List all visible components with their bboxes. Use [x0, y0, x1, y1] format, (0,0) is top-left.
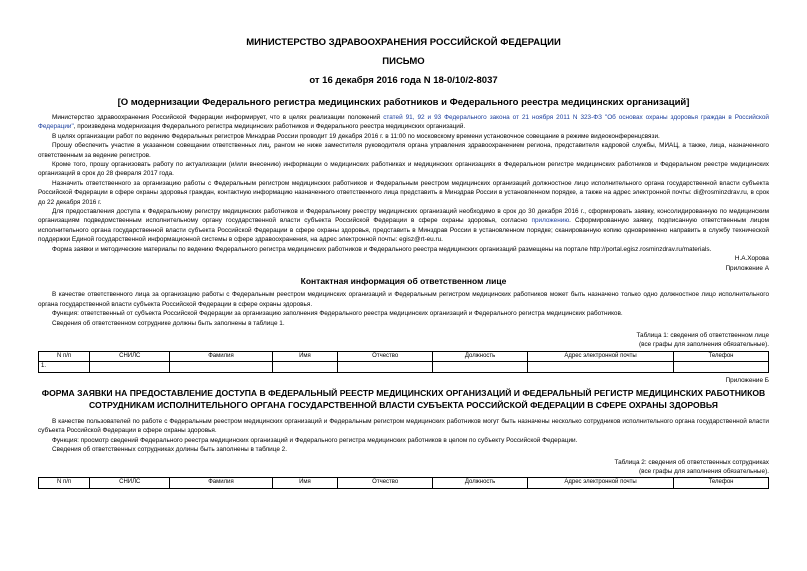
subject-heading: [О модернизации Федерального регистра медицинских работников и Федерального реестра медицинских организаций] — [117, 97, 690, 108]
table-header-cell: Должность — [433, 351, 528, 361]
signature: Н.А.Хорова — [734, 255, 769, 263]
table-cell[interactable] — [528, 362, 674, 372]
table-header-cell: N п/п — [39, 478, 90, 488]
table-header-cell: Фамилия — [170, 351, 272, 361]
table-2 — [38, 477, 769, 488]
ministry-heading: МИНИСТЕРСТВО ЗДРАВООХРАНЕНИЯ РОССИЙСКОЙ ФЕДЕРАЦИИ — [246, 37, 561, 48]
paragraph-1 — [38, 113, 769, 132]
paragraph-3: Прошу обеспечить участие в указанном совещании ответственных лиц, рангом не ниже заместителя руководителя органа управления здравоохранением региона, представителя кадровой службы, МИАЦ, а также, лица, назначенного ответственным за ведение регистров. — [38, 142, 769, 159]
table-header-cell: Телефон — [674, 478, 769, 488]
paragraph-2: В целях организации работ по ведению Федеральных регистров Минздрав России проводит 19 декабря 2016 г. в 11:00 по московскому времени установочное совещание в режиме видеоконференцсвязи. — [52, 132, 660, 140]
table-1-header-row — [39, 351, 769, 361]
table-cell[interactable] — [272, 362, 338, 372]
table-header-cell: Отчество — [338, 351, 433, 361]
table-cell[interactable] — [338, 362, 433, 372]
paragraph-6-text-a: Для предоставления доступа к Федеральному регистру медицинских работников и Федеральному реестру медицинских организаций необходимо в срок до 30 декабря 2016 г., сформировать заявку, консолидированную по медицинским организациям подведомственным исполнительному органу государственной власти субъекта Российской Федерации в сфере охраны здоровья, согласно — [38, 208, 769, 225]
table-cell[interactable] — [433, 362, 528, 372]
paragraph-5: Назначить ответственного за организацию работы с Федеральным регистром медицинских работников и Федеральным реестром медицинских организаций должностное лицо исполнительного органа государственной власти субъекта Российской Федерации в сфере охраны здоровья граждан, контактную информацию назначенного ответственного лица представить в Минздрав России в установленном порядке, а также на адрес электронной почты: di@rosminzdrav.ru, в срок до 22 декабря 2016 г. — [38, 179, 769, 206]
table-header-cell: N п/п — [39, 351, 90, 361]
date-number-heading: от 16 декабря 2016 года N 18-0/10/2-8037 — [309, 75, 498, 86]
table-row — [39, 362, 769, 372]
table-header-cell: Имя — [272, 351, 338, 361]
paragraph-7: Форма заявки и методические материалы по ведению Федерального регистра медицинских работников и Федерального реестра медицинских организаций размещены на портале http://portal.egisz.rosminzdrav.ru/materials. — [52, 245, 712, 253]
paragraph-4: Кроме того, прошу организовать работу по актуализации (и/или внесению) информации о медицинских работниках и медицинских организациях в Федеральном регистре медицинских работников и Федеральном реестре медицинских организаций в срок до 28 февраля 2017 года. — [38, 161, 769, 178]
doc-type-heading: ПИСЬМО — [382, 56, 425, 67]
table-header-cell: СНИЛС — [90, 351, 170, 361]
table-1-caption-note: (все графы для заполнения обязательные). — [639, 341, 769, 349]
table-header-cell: Отчество — [338, 478, 433, 488]
paragraph-1-text-b: , произведена модернизация Федерального регистра медицинских работников и Федерального реестра медицинских организаций. — [73, 123, 466, 131]
table-header-cell: СНИЛС — [90, 478, 170, 488]
table-header-cell: Фамилия — [170, 478, 272, 488]
table-header-cell: Имя — [272, 478, 338, 488]
law-articles-link[interactable]: статей 91, 92 и 93 Федерального закона от 21 ноября 2011 N 323-ФЗ "Об основах охраны здоровья граждан в Российской Федерации" — [38, 114, 769, 131]
table-cell[interactable] — [674, 362, 769, 372]
table-2-header-row — [39, 478, 769, 488]
table-header-cell: Адрес электронной почты — [528, 351, 674, 361]
section-a-paragraph-2: Функция: ответственный от субъекта Российской Федерации за организацию заполнения Федерального реестра медицинских организаций и Федерального регистра медицинских работников. — [52, 310, 623, 318]
section-b-paragraph-3: Сведения об ответственных сотрудниках долины быть заполнены в таблице 2. — [52, 446, 287, 454]
table-1 — [38, 351, 769, 373]
table-2-caption-note: (все графы для заполнения обязательные). — [639, 468, 769, 475]
table-cell[interactable] — [90, 362, 170, 372]
section-a-paragraph-1: В качестве ответственного лица за организацию работы с Федеральным реестром медицинских организаций и Федеральным регистром медицинских работников может быть назначено только одно должностное лицо исполнительного органа государственной власти субъекта Российской Федерации в сфере охраны здоровья. — [38, 291, 769, 308]
section-a-title: Контактная информация об ответственном лице — [300, 275, 507, 286]
appendix-link[interactable]: приложению — [531, 217, 570, 225]
table-1-caption: Таблица 1: сведения об ответственном лице — [636, 331, 769, 339]
paragraph-6 — [38, 207, 769, 245]
document-body — [38, 113, 769, 489]
appendix-b-label: Приложение Б — [725, 376, 769, 384]
section-b-paragraph-1: В качестве пользователей по работе с Федеральным реестром медицинских организаций и Федеральным регистром медицинских работников могут быть назначены несколько сотрудников исполнительного органа государственной власти субъекта Российской Федерации в сфере охраны здоровья. — [38, 417, 769, 435]
section-b-title: ФОРМА ЗАЯВКИ НА ПРЕДОСТАВЛЕНИЕ ДОСТУПА В ФЕДЕРАЛЬНЫЙ РЕЕСТР МЕДИЦИНСКИХ ОРГАНИЗАЦИЙ И ФЕДЕРАЛЬНЫЙ РЕГИСТР МЕДИЦИНСКИХ РАБОТНИКОВ СОТРУДНИКАМ ИСПОЛНИТЕЛЬНОГО ОРГАНА ГОСУДАРСТВЕННОЙ ВЛАСТИ СУБЪЕКТА РОССИЙСКОЙ ФЕДЕРАЦИИ В СФЕРЕ ОХРАНЫ ЗДОРОВЬЯ — [41, 387, 766, 410]
section-b-paragraph-2: Функция: просмотр сведений Федерального реестра медицинских организаций и Федерального регистра медицинских работников в целом по субъекту Российской Федерации. — [52, 436, 578, 444]
table-header-cell: Адрес электронной почты — [528, 478, 674, 488]
table-header-cell: Должность — [433, 478, 528, 488]
table-cell[interactable] — [170, 362, 272, 372]
table-cell: 1. — [39, 362, 90, 372]
section-a-paragraph-3: Сведения об ответственном сотруднике должны быть заполнены в таблице 1. — [52, 319, 285, 327]
table-header-cell: Телефон — [674, 351, 769, 361]
paragraph-6-text-b: . Сформированную заявку, подписанную ответственным лицом исполнительного органа государственной власти субъекта Российской Федерации в сфере охраны здоровья, представить в Минздрав России в установленном порядке; сканированную копию одновременно направить в службу технической поддержки Единой государственной информационной системы в сфере здравоохранения, на адрес электронной почты: egisz@rt-eu.ru. — [38, 217, 769, 244]
table-2-caption: Таблица 2: сведения об ответственных сотрудниках — [614, 458, 769, 466]
appendix-a-label: Приложение А — [725, 264, 769, 272]
paragraph-1-text-a: Министерство здравоохранения Российской Федерации информирует, что в целях реализации положений — [52, 114, 384, 121]
